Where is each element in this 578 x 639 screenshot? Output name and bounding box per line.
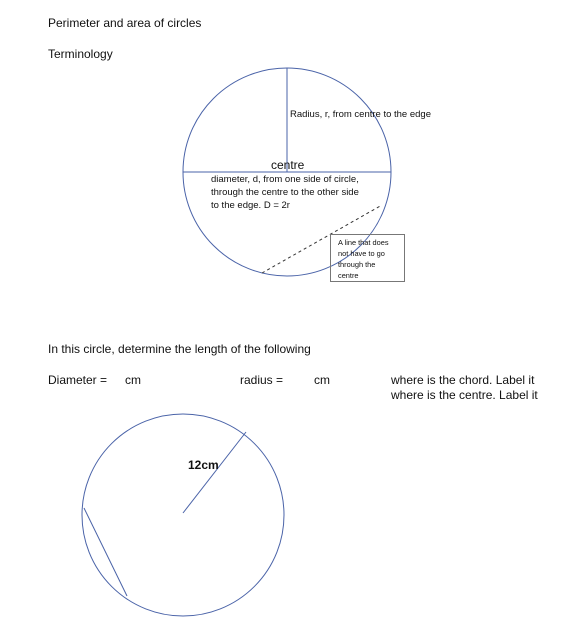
chord-label-line4: centre xyxy=(338,271,359,280)
diameter-unit: cm xyxy=(125,373,141,387)
radius-prompt: radius = xyxy=(240,373,284,387)
radius-value-label: 12cm xyxy=(188,458,219,472)
task-chord: where is the chord. Label it xyxy=(391,373,535,387)
radius-unit: cm xyxy=(314,373,330,387)
exercise-circle xyxy=(82,414,284,616)
section-heading-terminology: Terminology xyxy=(48,47,113,61)
diameter-label-line2: through the centre to the other side xyxy=(211,187,359,198)
radius-label: Radius, r, from centre to the edge xyxy=(290,109,431,120)
chord-label-line2: not have to go xyxy=(338,249,385,258)
diameter-prompt: Diameter = xyxy=(48,373,108,387)
centre-label: centre xyxy=(271,158,305,172)
exercise-radius-line xyxy=(183,432,246,513)
diameter-label-line3: to the edge. D = 2r xyxy=(211,200,290,211)
chord-label-box xyxy=(330,234,405,282)
chord-label-line3: through the xyxy=(338,260,376,269)
diameter-label-line1: diameter, d, from one side of circle, xyxy=(211,174,359,185)
exercise-chord-line xyxy=(84,508,127,596)
chord-label-line1: A line that does xyxy=(338,238,389,247)
task-centre: where is the centre. Label it xyxy=(391,388,538,402)
page-title: Perimeter and area of circles xyxy=(48,16,202,30)
exercise-instruction: In this circle, determine the length of the following xyxy=(48,342,311,356)
